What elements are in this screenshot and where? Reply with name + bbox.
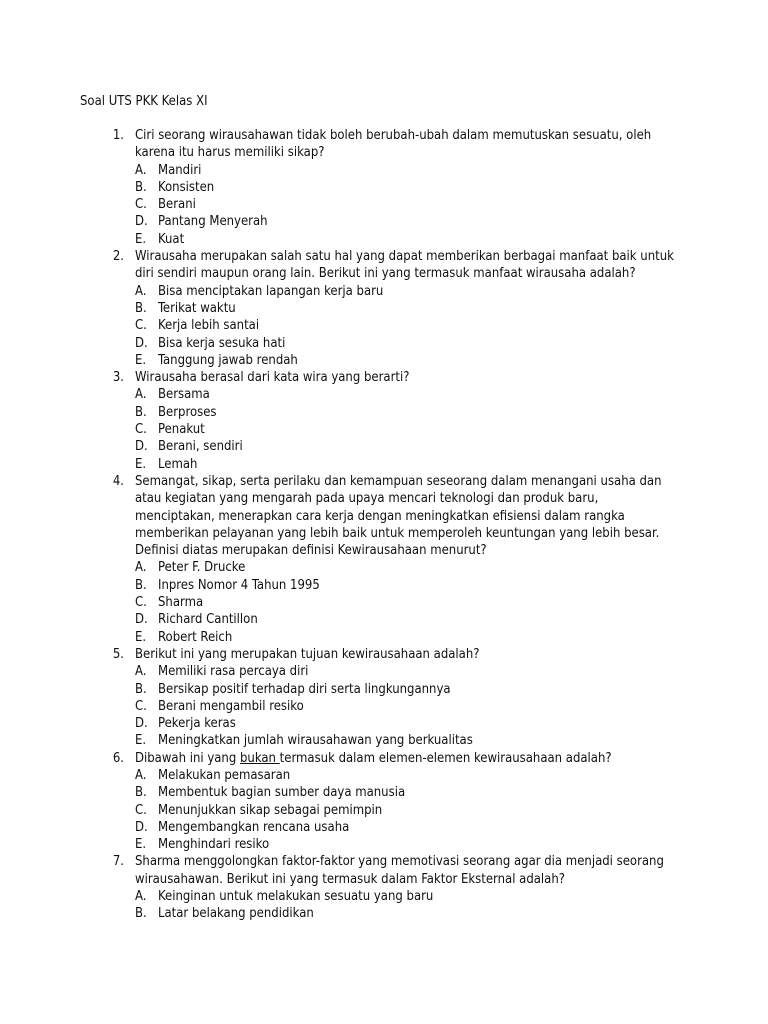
option-text: Berani <box>158 197 196 213</box>
question-text-segment: Ciri seorang wirausahawan tidak boleh berubah-ubah dalam memutuskan sesuatu, oleh karena itu harus memiliki sikap? <box>135 128 652 161</box>
answer-option <box>80 300 680 317</box>
question-number: 3. <box>112 370 124 386</box>
option-text: Lemah <box>158 456 198 472</box>
option-letter: B. <box>135 785 147 801</box>
option-letter: B. <box>135 179 147 195</box>
option-letter: C. <box>135 698 147 714</box>
question-text-segment: Berikut ini yang merupakan tujuan kewirausahaan adalah? <box>135 646 480 662</box>
option-text: Mengembangkan rencana usaha <box>158 819 350 835</box>
option-letter: A. <box>135 889 147 905</box>
option-text: Menunjukkan sikap sebagai pemimpin <box>158 802 383 818</box>
question-number: 4. <box>112 473 124 489</box>
option-letter: B. <box>135 906 147 922</box>
question-4 <box>80 473 680 646</box>
option-text: Sharma <box>158 595 204 611</box>
option-text: Konsisten <box>158 179 215 195</box>
option-text: Bisa kerja sesuka hati <box>158 335 286 351</box>
option-letter: E. <box>135 629 147 645</box>
answer-option <box>80 836 680 853</box>
answer-option <box>80 231 680 248</box>
option-text: Penakut <box>158 422 205 438</box>
option-letter: E. <box>135 733 147 749</box>
answer-option <box>80 629 680 646</box>
question-row <box>80 853 680 888</box>
option-letter: B. <box>135 681 147 697</box>
question-text-segment: Sharma menggolongkan faktor-faktor yang memotivasi seorang agar dia menjadi seorang wirausahawan. Berikut ini yang termasuk dalam Faktor Eksternal adalah? <box>135 854 664 887</box>
answer-option <box>80 784 680 801</box>
answer-option <box>80 663 680 680</box>
question-1 <box>80 127 680 248</box>
underlined-word: bukan <box>239 750 280 766</box>
answer-option <box>80 386 680 403</box>
option-letter: C. <box>135 595 147 611</box>
question-row <box>80 248 680 283</box>
option-text: Terikat waktu <box>158 300 236 316</box>
question-text <box>135 369 680 386</box>
option-text: Berani mengambil resiko <box>158 698 304 714</box>
option-letter: B. <box>135 300 147 316</box>
answer-option <box>80 577 680 594</box>
option-text: Meningkatkan jumlah wirausahawan yang berkualitas <box>158 733 473 749</box>
question-row <box>80 369 680 386</box>
option-text: Kerja lebih santai <box>158 318 260 334</box>
answer-option <box>80 559 680 576</box>
answer-option <box>80 456 680 473</box>
option-letter: D. <box>135 716 148 732</box>
option-text: Inpres Nomor 4 Tahun 1995 <box>158 577 320 593</box>
question-7 <box>80 853 680 922</box>
question-text-segment: Wirausaha berasal dari kata wira yang berarti? <box>135 370 410 386</box>
question-5 <box>80 646 680 750</box>
question-text <box>135 473 680 559</box>
answer-option <box>80 611 680 628</box>
option-letter: D. <box>135 214 148 230</box>
option-letter: B. <box>135 404 147 420</box>
question-row <box>80 127 680 162</box>
question-text <box>135 127 680 162</box>
question-text-segment: Dibawah ini yang <box>135 750 240 766</box>
answer-option <box>80 404 680 421</box>
answer-option <box>80 317 680 334</box>
question-text <box>135 750 680 767</box>
question-3 <box>80 369 680 473</box>
answer-option <box>80 213 680 230</box>
question-row <box>80 473 680 559</box>
option-text: Memiliki rasa percaya diri <box>158 664 309 680</box>
question-text-segment: termasuk dalam elemen-elemen kewirausahaan adalah? <box>279 750 612 766</box>
answer-option <box>80 162 680 179</box>
question-number: 1. <box>112 128 124 143</box>
option-letter: D. <box>135 612 148 628</box>
answer-option <box>80 802 680 819</box>
option-text: Menghindari resiko <box>158 837 270 853</box>
answer-option <box>80 283 680 300</box>
option-letter: C. <box>135 422 147 438</box>
option-letter: D. <box>135 439 148 455</box>
option-letter: A. <box>135 560 147 576</box>
option-text: Melakukan pemasaran <box>158 767 291 783</box>
option-letter: E. <box>135 456 147 472</box>
option-letter: B. <box>135 577 147 593</box>
option-text: Bersama <box>158 387 210 403</box>
question-row <box>80 750 680 767</box>
question-number: 2. <box>112 249 124 265</box>
answer-option <box>80 179 680 196</box>
answer-option <box>80 594 680 611</box>
option-text: Latar belakang pendidikan <box>158 906 314 922</box>
option-letter: D. <box>135 335 148 351</box>
option-text: Richard Cantillon <box>158 612 258 628</box>
option-text: Robert Reich <box>158 629 233 645</box>
question-text-segment: Semangat, sikap, serta perilaku dan kemampuan seseorang dalam menangani usaha dan atau kegiatan yang mengarah pada upaya mencari teknologi dan produk baru, menciptakan, menerapkan cara kerja dengan meningkatkan efisiensi dalam rangka memberikan pelayanan yang lebih baik untuk memperoleh keuntungan yang lebih besar. Definisi diatas merupakan definisi Kewirausahaan menurut? <box>135 473 662 559</box>
answer-option <box>80 196 680 213</box>
option-text: Membentuk bagian sumber daya manusia <box>158 785 406 801</box>
answer-option <box>80 352 680 369</box>
question-row <box>80 646 680 663</box>
answer-option <box>80 698 680 715</box>
answer-option <box>80 438 680 455</box>
option-text: Tanggung jawab rendah <box>158 352 298 368</box>
option-text: Berani, sendiri <box>158 439 243 455</box>
option-letter: A. <box>135 387 147 403</box>
option-letter: E. <box>135 837 147 853</box>
answer-option <box>80 819 680 836</box>
question-number: 6. <box>112 750 124 766</box>
answer-option <box>80 888 680 905</box>
question-2 <box>80 248 680 369</box>
option-letter: E. <box>135 231 147 247</box>
answer-option <box>80 715 680 732</box>
option-letter: C. <box>135 802 147 818</box>
question-number: 7. <box>112 854 124 870</box>
option-letter: C. <box>135 197 147 213</box>
option-text: Mandiri <box>158 162 202 178</box>
answer-option <box>80 732 680 749</box>
answer-option <box>80 335 680 352</box>
option-text: Berproses <box>158 404 217 420</box>
question-6 <box>80 750 680 854</box>
question-text <box>135 853 680 888</box>
option-text: Keinginan untuk melakukan sesuatu yang baru <box>158 889 434 905</box>
answer-option <box>80 421 680 438</box>
option-letter: D. <box>135 819 148 835</box>
option-letter: C. <box>135 318 147 334</box>
option-text: Pantang Menyerah <box>158 214 268 230</box>
option-letter: A. <box>135 283 147 299</box>
answer-option <box>80 681 680 698</box>
option-text: Bersikap positif terhadap diri serta lingkungannya <box>158 681 451 697</box>
option-letter: A. <box>135 162 147 178</box>
question-text <box>135 646 680 663</box>
answer-option <box>80 905 680 922</box>
option-text: Pekerja keras <box>158 716 236 732</box>
question-number: 5. <box>112 646 124 662</box>
option-letter: E. <box>135 352 147 368</box>
question-text-segment: Wirausaha merupakan salah satu hal yang dapat memberikan berbagai manfaat baik untuk diri sendiri maupun orang lain. Berikut ini yang termasuk manfaat wirausaha adalah? <box>135 249 674 282</box>
option-text: Kuat <box>158 231 185 247</box>
option-text: Bisa menciptakan lapangan kerja baru <box>158 283 384 299</box>
question-list <box>80 127 680 923</box>
question-text <box>135 248 680 283</box>
answer-option <box>80 767 680 784</box>
option-letter: A. <box>135 664 147 680</box>
option-letter: A. <box>135 767 147 783</box>
document-title: Soal UTS PKK Kelas XI <box>80 94 208 109</box>
option-text: Peter F. Drucke <box>158 560 246 576</box>
